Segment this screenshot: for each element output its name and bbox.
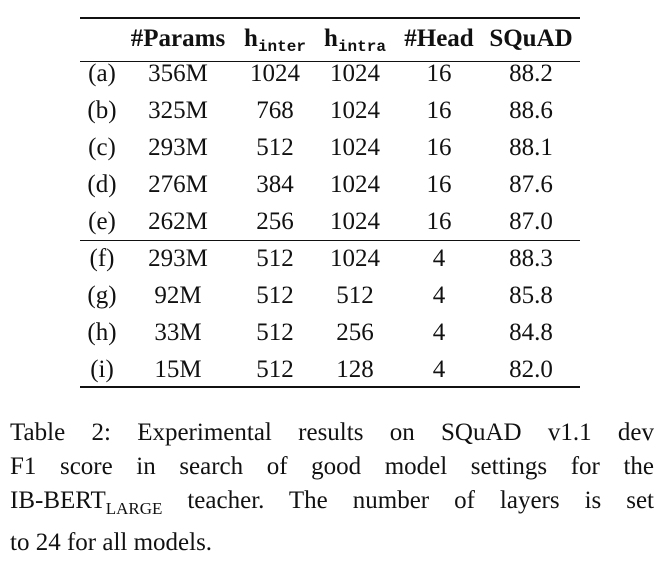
params-cell: 276M xyxy=(148,171,208,198)
head-cell: 4 xyxy=(432,282,446,309)
table-group-rule xyxy=(80,240,580,241)
h-inter-cell: 512 xyxy=(256,356,294,383)
row-label: (i) xyxy=(90,356,114,383)
squad-cell: 87.0 xyxy=(509,208,553,235)
header-head: #Head xyxy=(404,25,474,52)
header-h-intra-main: h xyxy=(324,25,338,52)
h-intra-cell: 512 xyxy=(336,282,374,309)
h-inter-cell: 512 xyxy=(256,134,294,161)
h-inter-cell: 384 xyxy=(256,171,294,198)
head-cell: 4 xyxy=(432,245,446,272)
header-h-intra xyxy=(318,24,392,62)
row-label: (a) xyxy=(88,60,116,87)
squad-cell: 82.0 xyxy=(509,356,553,383)
h-intra-cell: 1024 xyxy=(330,134,380,161)
row-label: (d) xyxy=(87,171,117,198)
h-intra-cell: 256 xyxy=(336,319,374,346)
h-intra-cell: 128 xyxy=(336,356,374,383)
table-bottom-rule xyxy=(80,386,580,388)
head-cell: 16 xyxy=(426,208,452,235)
h-intra-cell: 1024 xyxy=(330,60,380,87)
h-inter-cell: 768 xyxy=(256,97,294,124)
h-inter-cell: 1024 xyxy=(250,60,300,87)
header-squad: SQuAD xyxy=(489,25,573,52)
squad-cell: 88.1 xyxy=(509,134,553,161)
params-cell: 262M xyxy=(148,208,208,235)
params-cell: 356M xyxy=(148,60,208,87)
header-h-inter-main: h xyxy=(244,25,258,52)
caption-line-2: F1 score in search of good model settings for the xyxy=(10,453,654,480)
squad-cell: 88.3 xyxy=(509,245,553,272)
caption-line-3-rest: teacher. The number of layers is set xyxy=(162,487,654,514)
caption-line-1: Table 2: Experimental results on SQuAD v1.1 dev xyxy=(10,419,654,446)
squad-cell: 87.6 xyxy=(509,171,553,198)
row-label: (h) xyxy=(87,319,117,346)
squad-cell: 84.8 xyxy=(509,319,553,346)
caption-model-size: LARGE xyxy=(105,499,163,518)
params-cell: 15M xyxy=(154,356,202,383)
caption-model-name: IB-BERT xyxy=(10,487,106,514)
head-cell: 4 xyxy=(432,356,446,383)
caption-line-4: to 24 for all models. xyxy=(10,529,213,556)
head-cell: 16 xyxy=(426,134,452,161)
table-top-rule xyxy=(80,17,580,19)
h-inter-cell: 512 xyxy=(256,245,294,272)
squad-cell: 88.2 xyxy=(509,60,553,87)
row-label: (b) xyxy=(87,97,117,124)
params-cell: 293M xyxy=(148,245,208,272)
header-h-inter-sub: inter xyxy=(257,38,306,56)
row-label: (c) xyxy=(88,134,116,161)
squad-cell: 85.8 xyxy=(509,282,553,309)
h-inter-cell: 512 xyxy=(256,282,294,309)
params-cell: 325M xyxy=(148,97,208,124)
params-cell: 293M xyxy=(148,134,208,161)
squad-cell: 88.6 xyxy=(509,97,553,124)
head-cell: 16 xyxy=(426,60,452,87)
head-cell: 16 xyxy=(426,97,452,124)
head-cell: 16 xyxy=(426,171,452,198)
params-cell: 92M xyxy=(154,282,202,309)
header-h-intra-sub: intra xyxy=(337,38,386,56)
h-intra-cell: 1024 xyxy=(330,171,380,198)
h-intra-cell: 1024 xyxy=(330,97,380,124)
caption-line-3 xyxy=(10,484,654,526)
h-intra-cell: 1024 xyxy=(330,245,380,272)
h-inter-cell: 256 xyxy=(256,208,294,235)
params-cell: 33M xyxy=(154,319,202,346)
header-h-inter xyxy=(238,24,312,62)
head-cell: 4 xyxy=(432,319,446,346)
header-params: #Params xyxy=(130,25,226,52)
row-label: (f) xyxy=(89,245,115,272)
row-label: (e) xyxy=(88,208,116,235)
h-intra-cell: 1024 xyxy=(330,208,380,235)
row-label: (g) xyxy=(87,282,117,309)
h-inter-cell: 512 xyxy=(256,319,294,346)
table-caption xyxy=(10,416,654,560)
